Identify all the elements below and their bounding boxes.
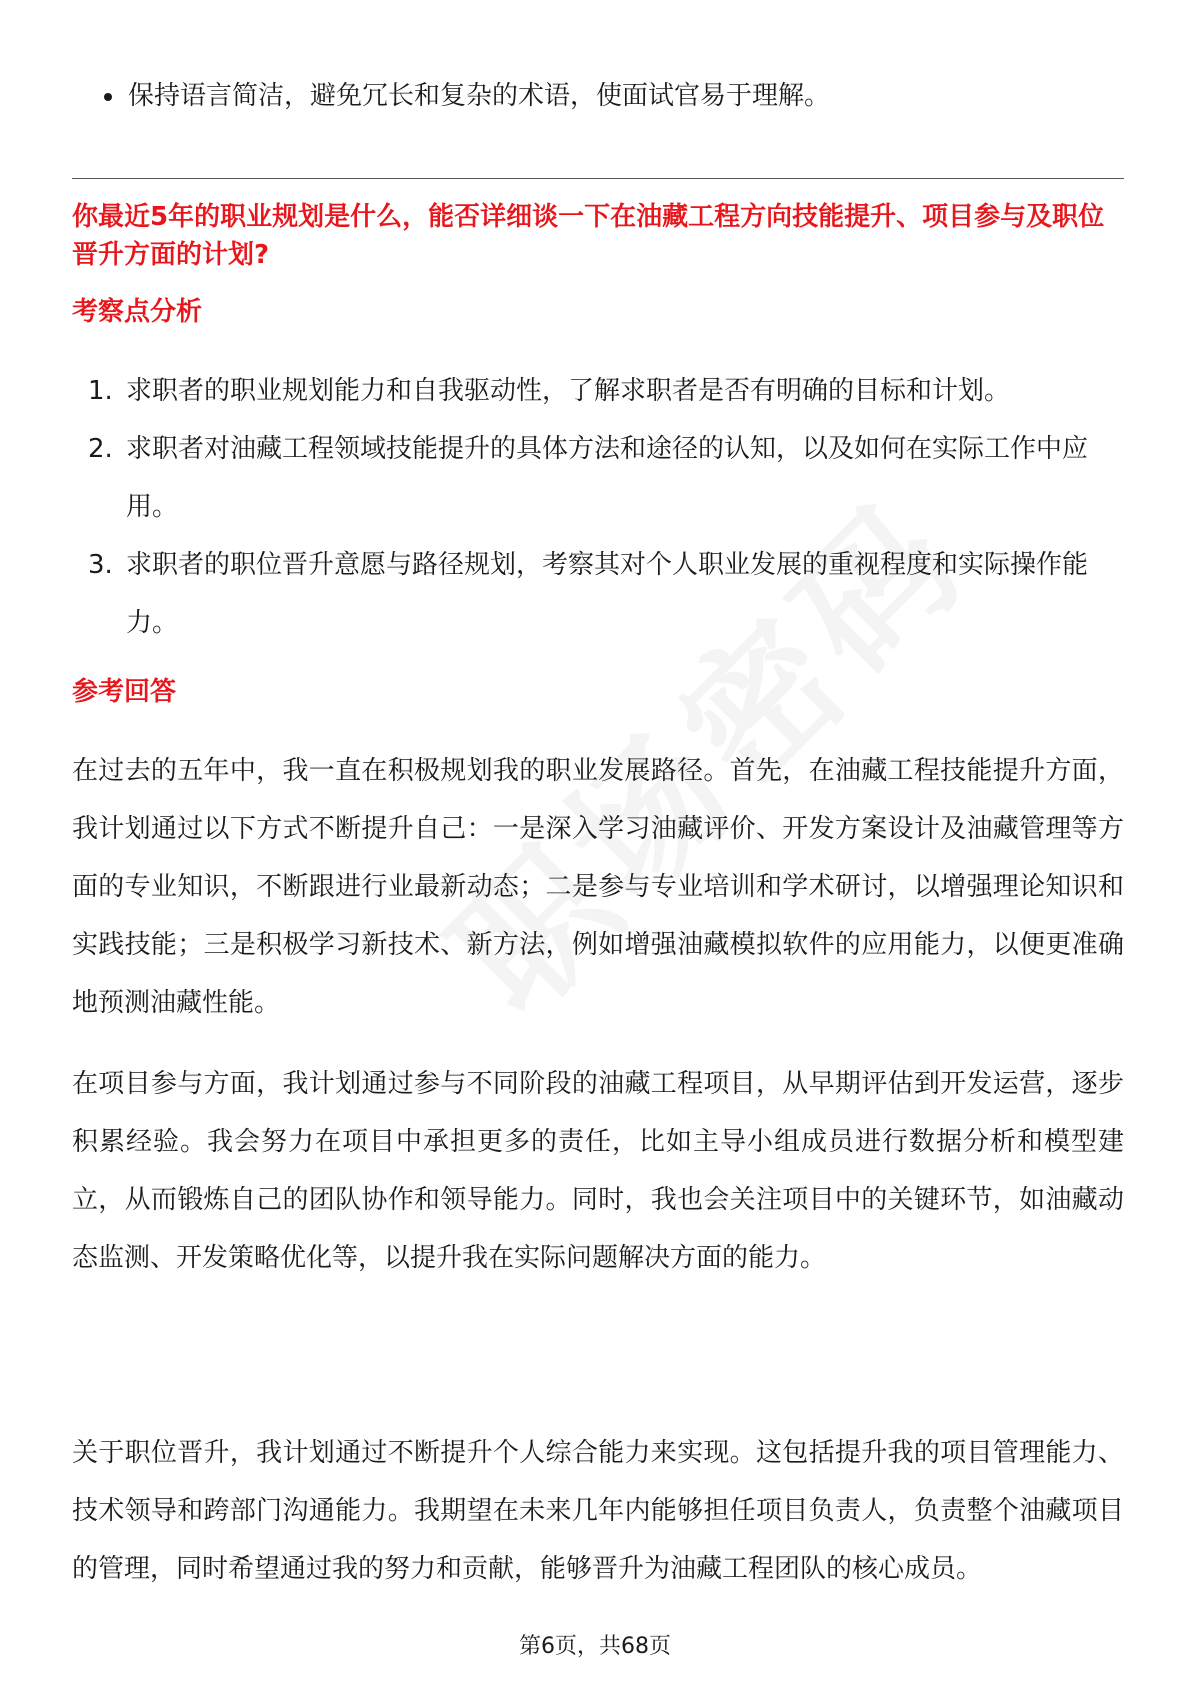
question-heading: 你最近5年的职业规划是什么，能否详细谈一下在油藏工程方向技能提升、项目参与及职位晋升方面的计划? — [72, 202, 1105, 270]
analysis-title: 考察点分析 — [72, 297, 203, 327]
answer-paragraph: 关于职位晋升，我计划通过不断提升个人综合能力来实现。这包括提升我的项目管理能力、技术领导和跨部门沟通能力。我期望在未来几年内能够担任项目负责人，负责整个油藏项目的管理，同时希望通过我的努力和贡献，能够晋升为油藏工程团队的核心成员。 — [72, 1438, 1124, 1584]
list-item-text: 求职者对油藏工程领域技能提升的具体方法和途径的认知，以及如何在实际工作中应用。 — [126, 434, 1089, 522]
list-item — [72, 536, 1124, 652]
list-number: 2. — [88, 434, 113, 464]
answer-paragraph: 在过去的五年中，我一直在积极规划我的职业发展路径。首先，在油藏工程技能提升方面，我计划通过以下方式不断提升自己：一是深入学习油藏评价、开发方案设计及油藏管理等方面的专业知识，不断跟进行业最新动态；二是参与专业培训和学术研讨，以增强理论知识和实践技能；三是积极学习新技术、新方法，例如增强油藏模拟软件的应用能力，以便更准确地预测油藏性能。 — [72, 756, 1124, 1018]
list-item-text: 求职者的职位晋升意愿与路径规划，考察其对个人职业发展的重视程度和实际操作能力。 — [126, 550, 1089, 638]
bullet-list — [72, 72, 1124, 120]
answer-title: 参考回答 — [72, 677, 177, 707]
page-number: 第6页，共68页 — [519, 1634, 671, 1659]
list-item — [72, 362, 1124, 420]
answer-paragraph: 在项目参与方面，我计划通过参与不同阶段的油藏工程项目，从早期评估到开发运营，逐步积累经验。我会努力在项目中承担更多的责任，比如主导小组成员进行数据分析和模型建立，从而锻炼自己的团队协作和领导能力。同时，我也会关注项目中的关键环节，如油藏动态监测、开发策略优化等，以提升我在实际问题解决方面的能力。 — [72, 1069, 1124, 1273]
list-item-text: 求职者的职业规划能力和自我驱动性，了解求职者是否有明确的目标和计划。 — [126, 376, 1011, 406]
list-item — [72, 420, 1124, 536]
list-number: 3. — [88, 550, 113, 580]
analysis-list — [72, 362, 1124, 652]
section-divider — [72, 178, 1124, 179]
list-item — [72, 72, 1124, 120]
bullet-text: 保持语言简洁，避免冗长和复杂的术语，使面试官易于理解。 — [128, 81, 831, 111]
bullet-icon — [104, 93, 112, 101]
list-number: 1. — [88, 376, 113, 406]
